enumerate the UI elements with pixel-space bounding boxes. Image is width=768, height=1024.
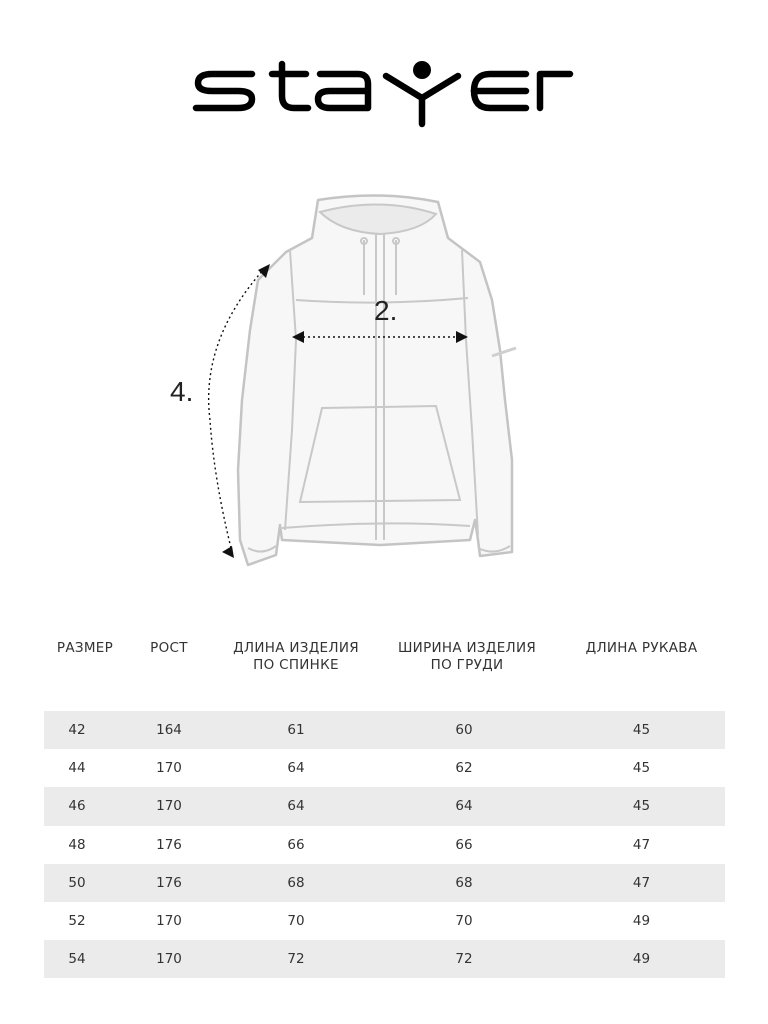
sleeve-length-cell: 45 bbox=[632, 798, 651, 815]
chest-width-cell: 68 bbox=[455, 874, 473, 891]
table-row bbox=[44, 940, 725, 978]
chest-width-cell: 72 bbox=[455, 951, 473, 968]
back-length-cell: 64 bbox=[287, 798, 305, 815]
table-header bbox=[44, 640, 725, 710]
height-cell: 176 bbox=[156, 874, 182, 891]
chest-width-cell: 60 bbox=[455, 722, 473, 738]
height-cell: 170 bbox=[156, 798, 182, 815]
size-cell: 42 bbox=[68, 722, 86, 738]
chest-width-cell: 62 bbox=[455, 760, 473, 777]
size-cell: 48 bbox=[68, 836, 86, 853]
back-length-cell: 66 bbox=[287, 836, 305, 853]
length-label: 4. bbox=[170, 376, 194, 407]
sleeve-length-cell: 47 bbox=[632, 874, 651, 891]
size-cell: 54 bbox=[68, 951, 86, 968]
sleeve-length-cell: 47 bbox=[632, 836, 651, 853]
size-table bbox=[44, 640, 725, 968]
header-height: РОСТ bbox=[150, 640, 188, 656]
chest-width-cell: 66 bbox=[455, 836, 473, 853]
size-cell: 46 bbox=[68, 798, 86, 815]
size-cell: 52 bbox=[68, 912, 86, 929]
chest-width-cell: 64 bbox=[455, 798, 473, 815]
table-row bbox=[44, 749, 725, 787]
height-cell: 170 bbox=[156, 951, 182, 968]
table-row bbox=[44, 711, 725, 749]
table-row bbox=[44, 787, 725, 825]
height-cell: 176 bbox=[156, 836, 182, 853]
header-chest-width: ШИРИНА ИЗДЕЛИЯ ПО ГРУДИ bbox=[397, 640, 537, 673]
height-cell: 170 bbox=[156, 760, 182, 777]
header-sleeve-length: ДЛИНА РУКАВА bbox=[585, 640, 698, 656]
table-row bbox=[44, 864, 725, 902]
jacket-sketch bbox=[160, 185, 550, 580]
sleeve-length-cell: 45 bbox=[632, 722, 651, 738]
height-cell: 164 bbox=[156, 722, 182, 738]
width-label: 2. bbox=[374, 295, 398, 326]
brand-logo bbox=[190, 52, 580, 132]
sleeve-length-cell: 49 bbox=[632, 951, 651, 968]
table-row bbox=[44, 826, 725, 864]
sleeve-length-cell: 45 bbox=[632, 760, 651, 777]
table-body bbox=[44, 711, 725, 978]
back-length-cell: 70 bbox=[287, 912, 305, 929]
chest-width-cell: 70 bbox=[455, 912, 473, 929]
height-cell: 170 bbox=[156, 912, 182, 929]
header-back-length: ДЛИНА ИЗДЕЛИЯ ПО СПИНКЕ bbox=[233, 640, 359, 673]
back-length-cell: 64 bbox=[287, 760, 305, 777]
back-length-cell: 68 bbox=[287, 874, 305, 891]
header-size: РАЗМЕР bbox=[56, 640, 114, 656]
back-length-cell: 61 bbox=[287, 722, 305, 738]
size-cell: 50 bbox=[68, 874, 86, 891]
sleeve-length-cell: 49 bbox=[632, 912, 651, 929]
size-cell: 44 bbox=[68, 760, 86, 777]
table-row bbox=[44, 902, 725, 940]
back-length-cell: 72 bbox=[287, 951, 305, 968]
